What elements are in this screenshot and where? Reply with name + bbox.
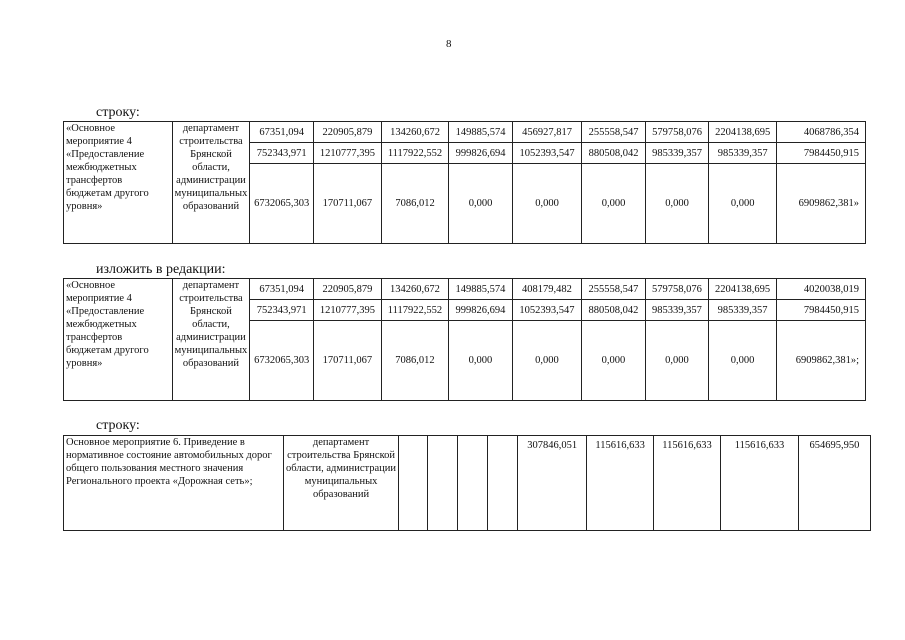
total-cell: 7984450,915 — [776, 300, 865, 321]
value-cell: 1117922,552 — [381, 300, 449, 321]
empty-cell — [488, 436, 518, 531]
value-cell: 0,000 — [449, 164, 513, 244]
value-cell: 1117922,552 — [381, 143, 449, 164]
value-cell: 307846,051 — [518, 436, 587, 531]
value-cell: 456927,817 — [512, 122, 582, 143]
total-cell: 7984450,915 — [776, 143, 865, 164]
value-cell: 999826,694 — [449, 300, 513, 321]
value-cell: 2204138,695 — [709, 122, 777, 143]
value-cell: 134260,672 — [381, 122, 449, 143]
total-cell: 4068786,354 — [776, 122, 865, 143]
value-cell: 115616,633 — [654, 436, 721, 531]
activity-name-cell: «Основное мероприятие 4 «Предоставление межбюджетных трансфертов бюджетам другого уровня» — [64, 122, 173, 244]
value-cell: 0,000 — [512, 321, 581, 401]
value-cell: 0,000 — [709, 321, 777, 401]
value-cell: 0,000 — [709, 164, 777, 244]
value-cell: 149885,574 — [449, 122, 513, 143]
department-cell: департамент строительства Брянской области, администрации муниципальных образований — [172, 279, 250, 401]
value-cell: 985339,357 — [709, 143, 777, 164]
value-cell: 149885,574 — [449, 279, 513, 300]
activity-6-table — [63, 435, 871, 531]
value-cell: 0,000 — [645, 164, 709, 244]
empty-cell — [458, 436, 488, 531]
value-cell: 2204138,695 — [709, 279, 777, 300]
value-cell: 67351,094 — [250, 122, 314, 143]
total-cell: 6909862,381»; — [776, 321, 865, 401]
value-cell: 7086,012 — [381, 321, 449, 401]
value-cell: 170711,067 — [314, 164, 382, 244]
department-cell: департамент строительства Брянской области, администрации муниципальных образований — [172, 122, 250, 244]
total-cell: 4020038,019 — [776, 279, 865, 300]
value-cell: 115616,633 — [587, 436, 654, 531]
value-cell: 0,000 — [645, 321, 709, 401]
value-cell: 6732065,303 — [250, 321, 314, 401]
value-cell: 220905,879 — [314, 122, 382, 143]
value-cell: 752343,971 — [250, 143, 314, 164]
activity-name-cell: Основное мероприятие 6. Приведение в нормативное состояние автомобильных дорог общего пользования местного значения Регионального проекта «Дорожная сеть»; — [64, 436, 284, 531]
section-heading-2: изложить в редакции: — [96, 262, 226, 277]
value-cell: 999826,694 — [449, 143, 513, 164]
value-cell: 170711,067 — [314, 321, 382, 401]
value-cell: 1210777,395 — [314, 300, 382, 321]
revised-row-table — [63, 278, 866, 401]
value-cell: 7086,012 — [381, 164, 449, 244]
value-cell: 0,000 — [449, 321, 513, 401]
original-row-table — [63, 121, 866, 244]
value-cell: 985339,357 — [645, 300, 709, 321]
value-cell: 220905,879 — [314, 279, 382, 300]
empty-cell — [399, 436, 428, 531]
value-cell: 255558,547 — [582, 279, 646, 300]
page-number: 8 — [446, 38, 452, 50]
value-cell: 6732065,303 — [250, 164, 314, 244]
value-cell: 0,000 — [512, 164, 582, 244]
section-heading-3: строку: — [96, 418, 140, 433]
value-cell: 880508,042 — [582, 143, 646, 164]
activity-name-cell: «Основное мероприятие 4 «Предоставление межбюджетных трансфертов бюджетам другого уровня» — [64, 279, 173, 401]
total-cell: 654695,950 — [798, 436, 870, 531]
value-cell: 408179,482 — [512, 279, 581, 300]
value-cell: 985339,357 — [709, 300, 777, 321]
value-cell: 115616,633 — [721, 436, 799, 531]
value-cell: 1210777,395 — [314, 143, 382, 164]
value-cell: 134260,672 — [381, 279, 449, 300]
value-cell: 0,000 — [582, 164, 646, 244]
section-heading-1: строку: — [96, 105, 140, 120]
value-cell: 985339,357 — [645, 143, 709, 164]
value-cell: 0,000 — [582, 321, 646, 401]
department-cell: департамент строительства Брянской области, администрации муниципальных образований — [283, 436, 399, 531]
value-cell: 1052393,547 — [512, 300, 581, 321]
value-cell: 880508,042 — [582, 300, 646, 321]
value-cell: 1052393,547 — [512, 143, 582, 164]
empty-cell — [428, 436, 458, 531]
value-cell: 579758,076 — [645, 279, 709, 300]
value-cell: 67351,094 — [250, 279, 314, 300]
total-cell: 6909862,381» — [776, 164, 865, 244]
value-cell: 752343,971 — [250, 300, 314, 321]
value-cell: 579758,076 — [645, 122, 709, 143]
value-cell: 255558,547 — [582, 122, 646, 143]
